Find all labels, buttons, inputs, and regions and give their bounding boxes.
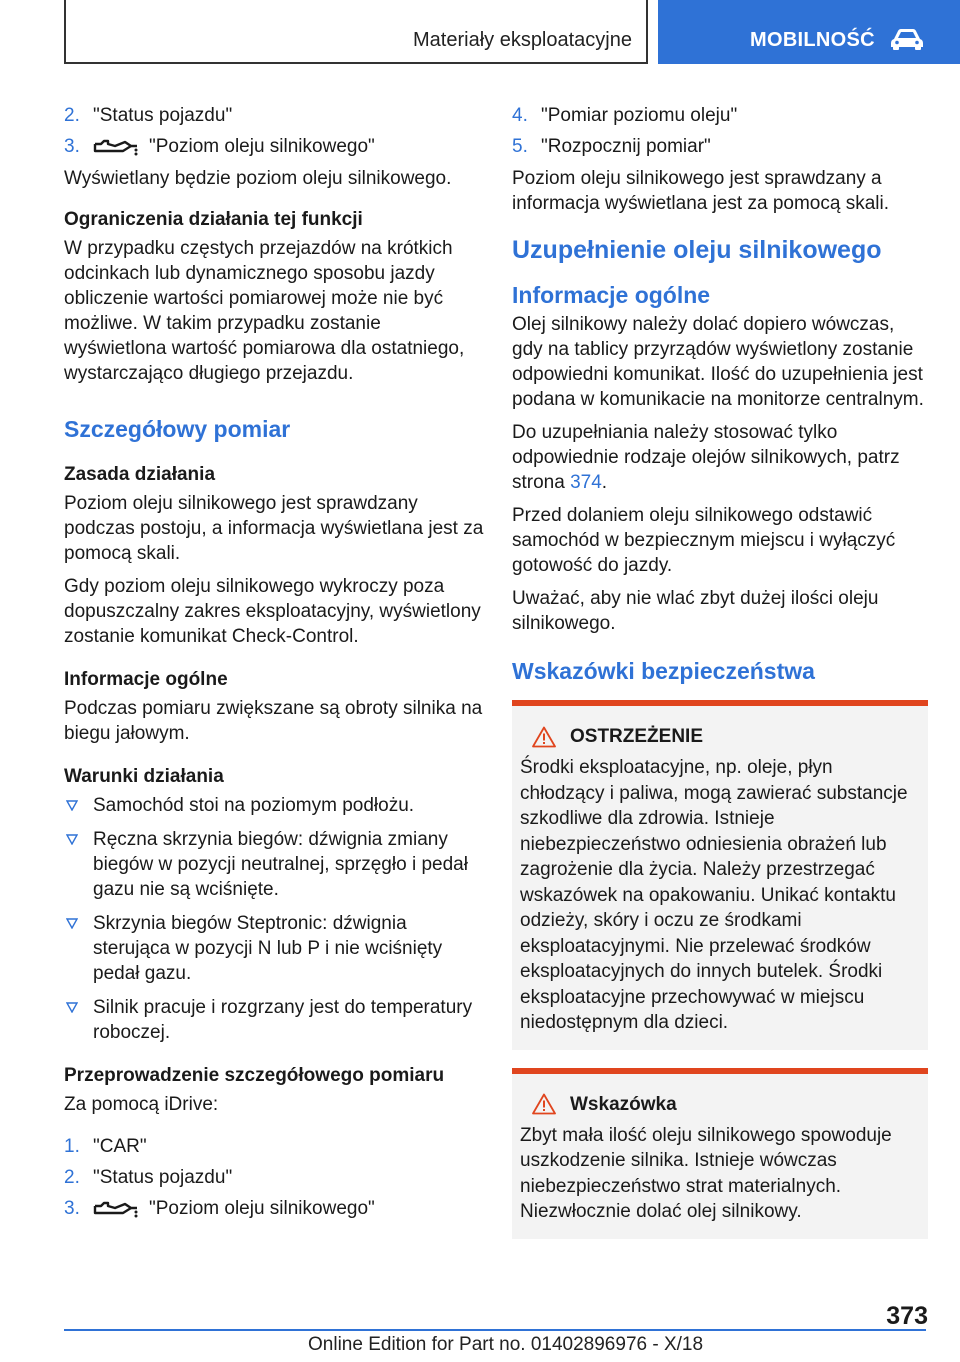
step-item bbox=[64, 131, 488, 162]
heading-safety: Wskazówki bezpieczeństwa bbox=[512, 658, 815, 684]
section-title: Materiały eksploatacyjne bbox=[413, 29, 632, 51]
notice-text: Zbyt mała ilość oleju silnikowego spowoduje uszkodzenie silnika. Istnieje wówczas niebezpieczeństwo strat materialnych. Niezwłocznie dolać olej silnikowy. bbox=[520, 1124, 892, 1222]
paragraph: W przypadku częstych przejazdów na krótkich odcinkach lub dynamicznego sposobu jazdy obliczenie wartości pomiarowej może nie być możliwe. W takim przypadku zostanie wyświetlona wartość pomiarowa dla ostatniego, wystarczająco długiego przejazdu. bbox=[64, 238, 465, 384]
paragraph-text: Do uzupełniania należy stosować tylko odpowiednie rodzaje olejów silnikowych, patrz strona bbox=[512, 422, 900, 493]
step-item bbox=[512, 131, 928, 162]
subheading-general: Informacje ogólne bbox=[64, 669, 228, 690]
footer-divider bbox=[64, 1329, 926, 1331]
paragraph: Przed dolaniem oleju silnikowego odstawić samochód w bezpiecznym miejscu i wyłączyć gotowość do jazdy. bbox=[512, 505, 896, 576]
oil-dipstick-icon bbox=[93, 137, 139, 157]
step-item bbox=[64, 1131, 488, 1162]
warning-title: OSTRZEŻENIE bbox=[570, 726, 704, 747]
right-column bbox=[512, 100, 928, 1239]
warning-title-row bbox=[520, 724, 920, 749]
paragraph-punct: . bbox=[601, 472, 608, 493]
paragraph: Poziom oleju silnikowego jest sprawdzany a informacja wyświetlana jest za pomocą skali. bbox=[512, 168, 889, 214]
list-item-text: Ręczna skrzynia biegów: dźwignia zmiany biegów w pozycji neutralnej, sprzęgło i pedał gazu nie są wciśnięte. bbox=[93, 829, 468, 900]
step-text: "Rozpocznij pomiar" bbox=[541, 136, 711, 157]
step-text: "Pomiar poziomu oleju" bbox=[541, 105, 738, 126]
step-number: 1. bbox=[64, 1136, 80, 1157]
list-item bbox=[64, 911, 488, 986]
step-text: "Poziom oleju silnikowego" bbox=[149, 1198, 375, 1219]
step-number: 3. bbox=[64, 1198, 80, 1219]
subheading-conditions: Warunki działania bbox=[64, 766, 224, 787]
paragraph: Za pomocą iDrive: bbox=[64, 1094, 219, 1115]
list-item-text: Samochód stoi na poziomym podłożu. bbox=[93, 795, 415, 816]
paragraph: Gdy poziom oleju silnikowego wykroczy poza dopuszczalny zakres eksploatacyjny, wyświetlony zostanie komunikat Check-Control. bbox=[64, 576, 481, 647]
left-column bbox=[64, 100, 488, 1224]
paragraph bbox=[512, 420, 928, 495]
step-number: 2. bbox=[64, 1167, 80, 1188]
paragraph: Podczas pomiaru zwiększane są obroty silnika na biegu jałowym. bbox=[64, 698, 483, 744]
header-chapter-tab[interactable] bbox=[658, 0, 960, 64]
notice-title-row bbox=[520, 1092, 920, 1117]
step-item bbox=[512, 100, 928, 131]
footer-edition: Online Edition for Part no. 01402896976 - X/18 bbox=[308, 1334, 704, 1355]
triangle-bullet-icon bbox=[66, 800, 78, 811]
step-number: 4. bbox=[512, 105, 528, 126]
step-number: 3. bbox=[64, 136, 80, 157]
warning-triangle-icon bbox=[532, 1093, 556, 1115]
list-item bbox=[64, 827, 488, 902]
warning-box bbox=[512, 700, 928, 1050]
heading-general-info: Informacje ogólne bbox=[512, 282, 711, 308]
list-item-text: Silnik pracuje i rozgrzany jest do temperatury roboczej. bbox=[93, 997, 473, 1043]
list-item bbox=[64, 995, 488, 1045]
warning-text: Środki eksploatacyjne, np. oleje, płyn chłodzący i paliwa, mogą zawierać substancje szkodliwe dla zdrowia. Istnieje niebezpieczeństwo odniesienia obrażeń lub zagrożenie dla życia. Należy przestrzegać wskazówek na opakowaniu. Unikać kontaktu odzieży, skóry i oczu ze środkami eksploatacyjnymi. Nie przelewać środków eksploatacyjnych do innych butelek. Środki eksploatacyjne przechowywać w miejscu niedostępnym dla dzieci. bbox=[520, 757, 908, 1033]
step-text: "CAR" bbox=[93, 1136, 147, 1157]
paragraph: Wyświetlany będzie poziom oleju silnikowego. bbox=[64, 168, 452, 189]
paragraph: Poziom oleju silnikowego jest sprawdzany podczas postoju, a informacja wyświetlana jest za pomocą skali. bbox=[64, 493, 484, 564]
step-text: "Poziom oleju silnikowego" bbox=[149, 136, 375, 157]
heading-detailed-measurement: Szczegółowy pomiar bbox=[64, 416, 291, 442]
page-number: 373 bbox=[886, 1302, 928, 1330]
chapter-title: MOBILNOŚĆ bbox=[750, 29, 875, 51]
step-number: 2. bbox=[64, 105, 80, 126]
conditions-list bbox=[64, 793, 488, 1045]
notice-title: Wskazówka bbox=[570, 1093, 677, 1115]
subheading-perform: Przeprowadzenie szczegółowego pomiaru bbox=[64, 1065, 445, 1086]
oil-dipstick-icon bbox=[93, 1199, 139, 1219]
paragraph: Uważać, aby nie wlać zbyt dużej ilości oleju silnikowego. bbox=[512, 588, 879, 634]
list-item-text: Skrzynia biegów Steptronic: dźwignia sterująca w pozycji N lub P i nie wciśnięty pedał gazu. bbox=[93, 913, 443, 984]
subheading-limits: Ograniczenia działania tej funkcji bbox=[64, 209, 363, 230]
triangle-bullet-icon bbox=[66, 918, 78, 929]
step-item bbox=[64, 1162, 488, 1193]
triangle-bullet-icon bbox=[66, 834, 78, 845]
list-item bbox=[64, 793, 488, 818]
step-text: "Status pojazdu" bbox=[93, 105, 233, 126]
page-link[interactable]: 374 bbox=[570, 472, 602, 493]
car-icon bbox=[890, 27, 924, 51]
step-number: 5. bbox=[512, 136, 528, 157]
step-item bbox=[64, 1193, 488, 1224]
paragraph: Olej silnikowy należy dolać dopiero wówczas, gdy na tablicy przyrządów wyświetlony zostanie odpowiedni komunikat. Ilość do uzupełnienia jest podana w komunikacie na monitorze centralnym. bbox=[512, 314, 924, 410]
triangle-bullet-icon bbox=[66, 1002, 78, 1013]
warning-triangle-icon bbox=[532, 726, 556, 748]
step-item bbox=[64, 100, 488, 131]
step-text: "Status pojazdu" bbox=[93, 1167, 233, 1188]
notice-box bbox=[512, 1068, 928, 1239]
header-section-tab bbox=[64, 0, 648, 64]
subheading-principle: Zasada działania bbox=[64, 464, 216, 485]
heading-oil-topup: Uzupełnienie oleju silnikowego bbox=[512, 236, 882, 264]
